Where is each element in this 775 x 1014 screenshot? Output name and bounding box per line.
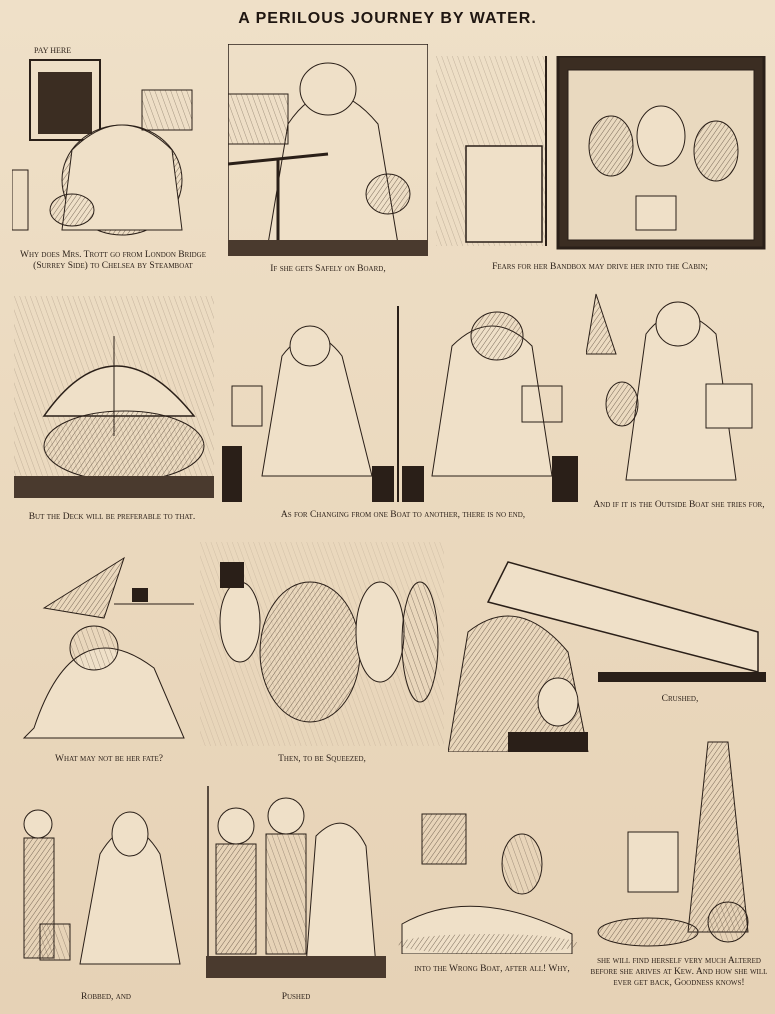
panel-fate <box>14 548 204 744</box>
panel-bandbox-cabin <box>436 56 766 252</box>
caption-9: Crushed, <box>661 694 699 704</box>
caption-11: Pushed <box>281 992 311 1002</box>
panel-pushed <box>206 786 386 978</box>
caption-13: she will find herself very much Altered before she arives at Kew. And how she will ever get back, Goodness knows! <box>590 956 768 988</box>
page-title: A PERILOUS JOURNEY BY WATER. <box>238 10 537 27</box>
panel-crushed <box>448 542 766 752</box>
panel-altered <box>588 732 768 954</box>
panel-on-board <box>228 44 428 256</box>
caption-12: into the Wrong Boat, after all! Why, <box>414 964 570 974</box>
caption-7: What may not be her fate? <box>55 754 163 764</box>
panel-robbed <box>10 794 202 976</box>
caption-4: But the Deck will be preferable to that. <box>28 512 196 522</box>
panel-umbrella-deck <box>14 296 214 498</box>
panel-changing-boats <box>222 306 578 502</box>
caption-2: If she gets Safely on Board, <box>270 264 386 274</box>
caption-10: Robbed, and <box>81 992 131 1002</box>
panel-wrong-boat <box>392 794 584 954</box>
panel-outside-boat <box>586 284 766 490</box>
caption-1: Why does Mrs. Trott go from London Bridge (Surrey Side) to Chelsea by Steamboat <box>19 250 207 271</box>
panel-ticket-office <box>12 50 218 240</box>
caption-8: Then, to be Squeezed, <box>278 754 366 764</box>
pay-here-sign: PAY HERE <box>34 46 72 55</box>
caption-6: And if it is the Outside Boat she tries for, <box>593 500 765 510</box>
panel-squeezed <box>200 542 444 746</box>
caption-5: As for Changing from one Boat to another, there is no end, <box>280 510 526 520</box>
caption-3: Fears for her Bandbox may drive her into the Cabin; <box>492 262 708 272</box>
